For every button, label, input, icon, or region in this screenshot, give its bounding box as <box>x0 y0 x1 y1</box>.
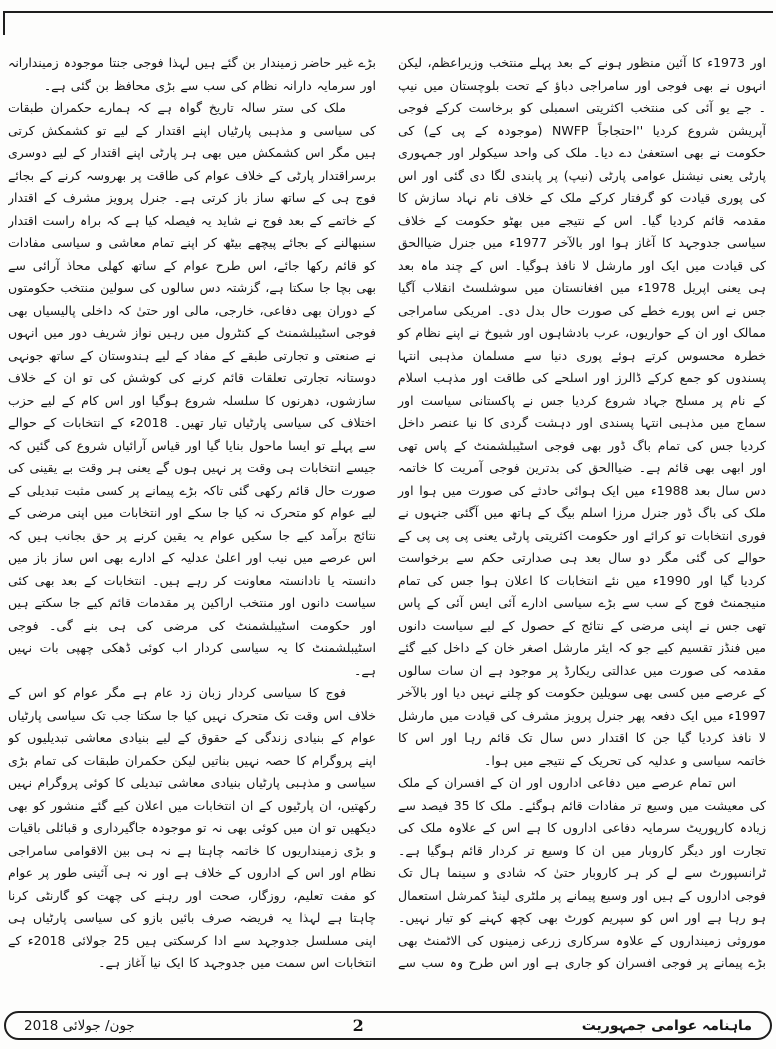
footer-date: جون/ جولائی 2018 <box>24 1017 135 1034</box>
magazine-name: ماہنامہ عوامی جمہوریت <box>581 1017 752 1034</box>
page-number: 2 <box>352 1016 364 1035</box>
article-paragraph-4: فوج کا سیاسی کردار زبان زد عام ہے مگر عوام کو اس کے خلاف اس وقت تک متحرک نہیں کیا جا سکتا جب تک سیاسی پارٹیاں عوام کے بنیادی زندگی کے حقوق کے لیے بنیادی معاشی تبدیلیوں کو اپنے پروگرام کا حصہ نہیں بناتیں لیکن حکمران طبقات کی تمام بڑی سیاسی و مذہبی پارٹیاں بنیادی معاشی تبدیلی کا کوئی پروگرام نہیں رکھتیں، ان پارٹیوں کے ان انتخابات میں اعلان کیے گئے منشور کو بھی دیکھیں تو ان میں کوئی بھی نہ تو موجودہ جاگیرداری و قبائلی باقیات و بڑی زمینداریوں کا خاتمہ چاہتا ہے نہ ہی بین الاقوامی سامراجی نظام اور اس کے اداروں کے خلاف ہے اور نہ ہی آئینی طور پر عوام کو مفت تعلیم، روزگار، صحت اور رہنے کی چھت کو گارنٹی کرنا چاہتا ہے لہذا یہ فریضہ صرف بائیں بازو کی سیاسی پارٹیاں ہی اپنی مسلسل جدوجہد سے ادا کرسکتی ہیں 25 جولائی 2018ء کے انتخابات اس سمت میں جدوجہد کا ایک نیا آغاز ہے۔ <box>8 685 376 970</box>
article-body-two-columns <box>8 52 766 1000</box>
page-footer-capsule <box>4 1011 772 1040</box>
top-divider-rule <box>3 11 773 13</box>
article-paragraph-3: ملک کی ستر سالہ تاریخ گواہ ہے کہ ہمارے حکمران طبقات کی سیاسی و مذہبی پارٹیاں اپنے اقتدار کے لیے تو کشمکش کرتی ہیں مگر اس کشمکش میں بھی ہر پارٹی اپنے اقتدار کے لیے دوسری برسراقتدار پارٹی کے خلاف عوام کی طاقت پر بھروسہ کرنے کے بجائے فوج ہی کے ساتھ ساز باز کرتی ہے۔ جنرل پرویز مشرف کے اقتدار کے خاتمے کے بعد فوج نے شاید یہ فیصلہ کیا ہے کہ براہ راست اقتدار سنبھالنے کے بجائے پیچھے بیٹھ کر اپنے تمام معاشی و سیاسی مفادات کو قائم رکھا جائے، اس طرح عوام کے ساتھ کھلی محاذ آرائی سے بھی بچا جا سکتا ہے، گزشتہ دس سالوں کی سولین منتخب حکومتوں کے دوران بھی دفاعی، خارجی، مالی اور حتیٰ کہ داخلی پالیسیاں بھی فوجی اسٹیبلشمنٹ کے کنٹرول میں رہیں نواز شریف دور میں انہوں نے صنعتی و تجارتی طبقے کے مفاد کے لیے ہندوستان کے ساتھ جونہی دوستانہ تجارتی تعلقات قائم کرنے کی کوشش کی تو ان کے خلاف سازشوں، دھرنوں کا سلسلہ شروع ہوگیا اور اس کام کے لیے حزب اختلاف کی سیاسی پارٹیاں تیار تھیں۔ 2018ء کے انتخابات کے حوالے سے پہلے تو ایسا ماحول بنایا گیا اور قیاس آرائیاں شروع کی گئیں کہ جیسے انتخابات ہی وقت پر نہیں ہوں گے یعنی ہر وقت بے یقینی کی صورت حال قائم رکھی گئی تاکہ بڑے پیمانے پر کسی مثبت تبدیلی کے لیے عوام کو متحرک نہ کیا جا سکے اور انتخابات میں اپنی مرضی کے نتائج برآمد کیے جا سکیں عوام یہ یقین کرنے پر حق بجانب ہیں کہ اس عرصے میں نیب اور اعلیٰ عدلیہ کے ادارے بھی اس ساز باز میں دانستہ یا نادانستہ معاونت کر رہے ہیں۔ انتخابات کے بعد بھی کئی سیاست دانوں اور منتخب اراکین پر مقدمات قائم کیے جا سکتے ہیں اور حکومت اسٹیبلشمنٹ کی مرضی کی ہی بنے گی۔ فوجی اسٹیبلشمنٹ کا یہ سیاسی کردار اب کوئی ڈھکی چھپی بات نہیں ہے۔ <box>8 100 376 678</box>
top-divider-edge-tick <box>3 11 5 35</box>
article-paragraph-2: اس تمام عرصے میں دفاعی اداروں اور ان کے افسران کے ملک کی معیشت میں وسیع تر مفادات قائم ہوگئے۔ ملک کا 35 فیصد سے زیادہ کارپوریٹ سرمایہ دفاعی اداروں کا ہے اس کے علاوہ ملک کی تجارت اور دیگر کاروبار میں ان کا وسیع تر کردار قائم ہوگیا ہے۔ ٹرانسپورٹ سے لے کر ہر کاروبار حتیٰ کہ شادی و سینما ہال تک فوجی اداروں کے ہیں اور وسیع پیمانے پر ملٹری لینڈ کمرشل استعمال ہو رہا ہے اور اس کو سپریم کورٹ بھی کچھ کہنے کو تیار نہیں۔ موروثی زمینداروں کے علاوہ سرکاری زرعی زمینوں کی الاٹمنٹ بھی بڑے پیمانے پر فوجی افسران کو جاری ہے اور اس طرح وہ سب سے بڑے غیر حاضر زمیندار بن گئے ہیں لہذا فوجی جنتا موجودہ زمیندارانہ اور سرمایہ دارانہ نظام کی سب سے بڑی محافظ بن گئی ہے۔ <box>8 55 766 970</box>
article-paragraph-1: اور 1973ء کا آئین منظور ہونے کے بعد پہلے منتخب وزیراعظم، لیکن انہوں نے بھی فوجی اور سامراجی دباؤ کے تحت بلوچستان میں نیپ ۔ جے یو آئی کی منتخب اکثریتی اسمبلی کو برخاست کرکے فوجی آپریشن شروع کردیا ''احتجاجاً NWFP (موجودہ کے پی کے) کی حکومت نے بھی استعفیٰ دے دیا۔ ملک کی واحد سیکولر اور جمہوری پارٹی یعنی نیشنل عوامی پارٹی (نیپ) پر پابندی لگا دی گئی اور اس کی پوری قیادت کو گرفتار کرکے ملک کے خلاف نام نہاد سازش کا مقدمہ قائم کردیا گیا۔ اس کے نتیجے میں بھٹو حکومت کے خلاف سیاسی جدوجہد کا آغاز ہوا اور بالآخر 1977ء میں جنرل ضیاالحق کی قیادت میں ایک اور مارشل لا نافذ ہوگیا۔ اس کے چند ماہ بعد ہی یعنی اپریل 1978ء میں افغانستان میں سوشلسٹ انقلاب آگیا جس نے اس پورے خطے کی صورت حال بدل دی۔ امریکی سامراجی ممالک اور ان کے حواریوں، عرب بادشاہوں اور شیوخ نے اپنے نظام کو خطرہ محسوس کرتے ہوئے پوری دنیا سے مسلمان مذہبی انتہا پسندوں کو جمع کرکے ڈالرز اور اسلحے کی طاقت اور مذہب اسلام کے نام پر مسلح جہاد شروع کردیا جس نے پاکستانی سیاست اور سماج میں مذہبی انتہا پسندی اور دہشت گردی کا نیا عنصر داخل کردیا جس کی تمام باگ ڈور بھی فوجی اسٹیبلشمنٹ کے پاس تھی اور ابھی بھی قائم ہے۔ ضیاالحق کی بدترین فوجی آمریت کا خاتمہ دس سال بعد 1988ء میں ایک ہوائی حادثے کی صورت میں ہوا اور ملک کی باگ ڈور جنرل مرزا اسلم بیگ کے ہاتھ میں آگئی جنہوں نے فوری انتخابات تو کرائے اور حکومت اکثریتی پارٹی یعنی پی پی پی کے حوالے کی گئی مگر دو سال بعد ہی صدارتی حکم سے برخواست کردیا گیا اور 1990ء میں نئے انتخابات کا اعلان ہوا جس کی تمام منیجمنٹ فوج کے سب سے بڑے سیاسی ادارے آئی ایس آئی کے پاس تھی جس نے اپنی مرضی کے نتائج کے حصول کے لیے سیاست دانوں میں فنڈز تقسیم کیے جو کہ ایئر مارشل اصغر خان کے داخل کیے گئے مقدمہ کی صورت میں عدالتی ریکارڈ پر موجود ہے ان سات سالوں کے عرصے میں کسی بھی سویلین حکومت کو چلنے نہیں دیا اور بالآخر 1997ء میں ایک دفعہ پھر جنرل پرویز مشرف کی قیادت میں مارشل لا نافذ کردیا گیا جن کا اقتدار دس سال تک قائم رہا اور اس کا خاتمہ سیاسی و عدلیہ کی تحریک کے نتیجے میں ہوا۔ <box>398 55 766 768</box>
